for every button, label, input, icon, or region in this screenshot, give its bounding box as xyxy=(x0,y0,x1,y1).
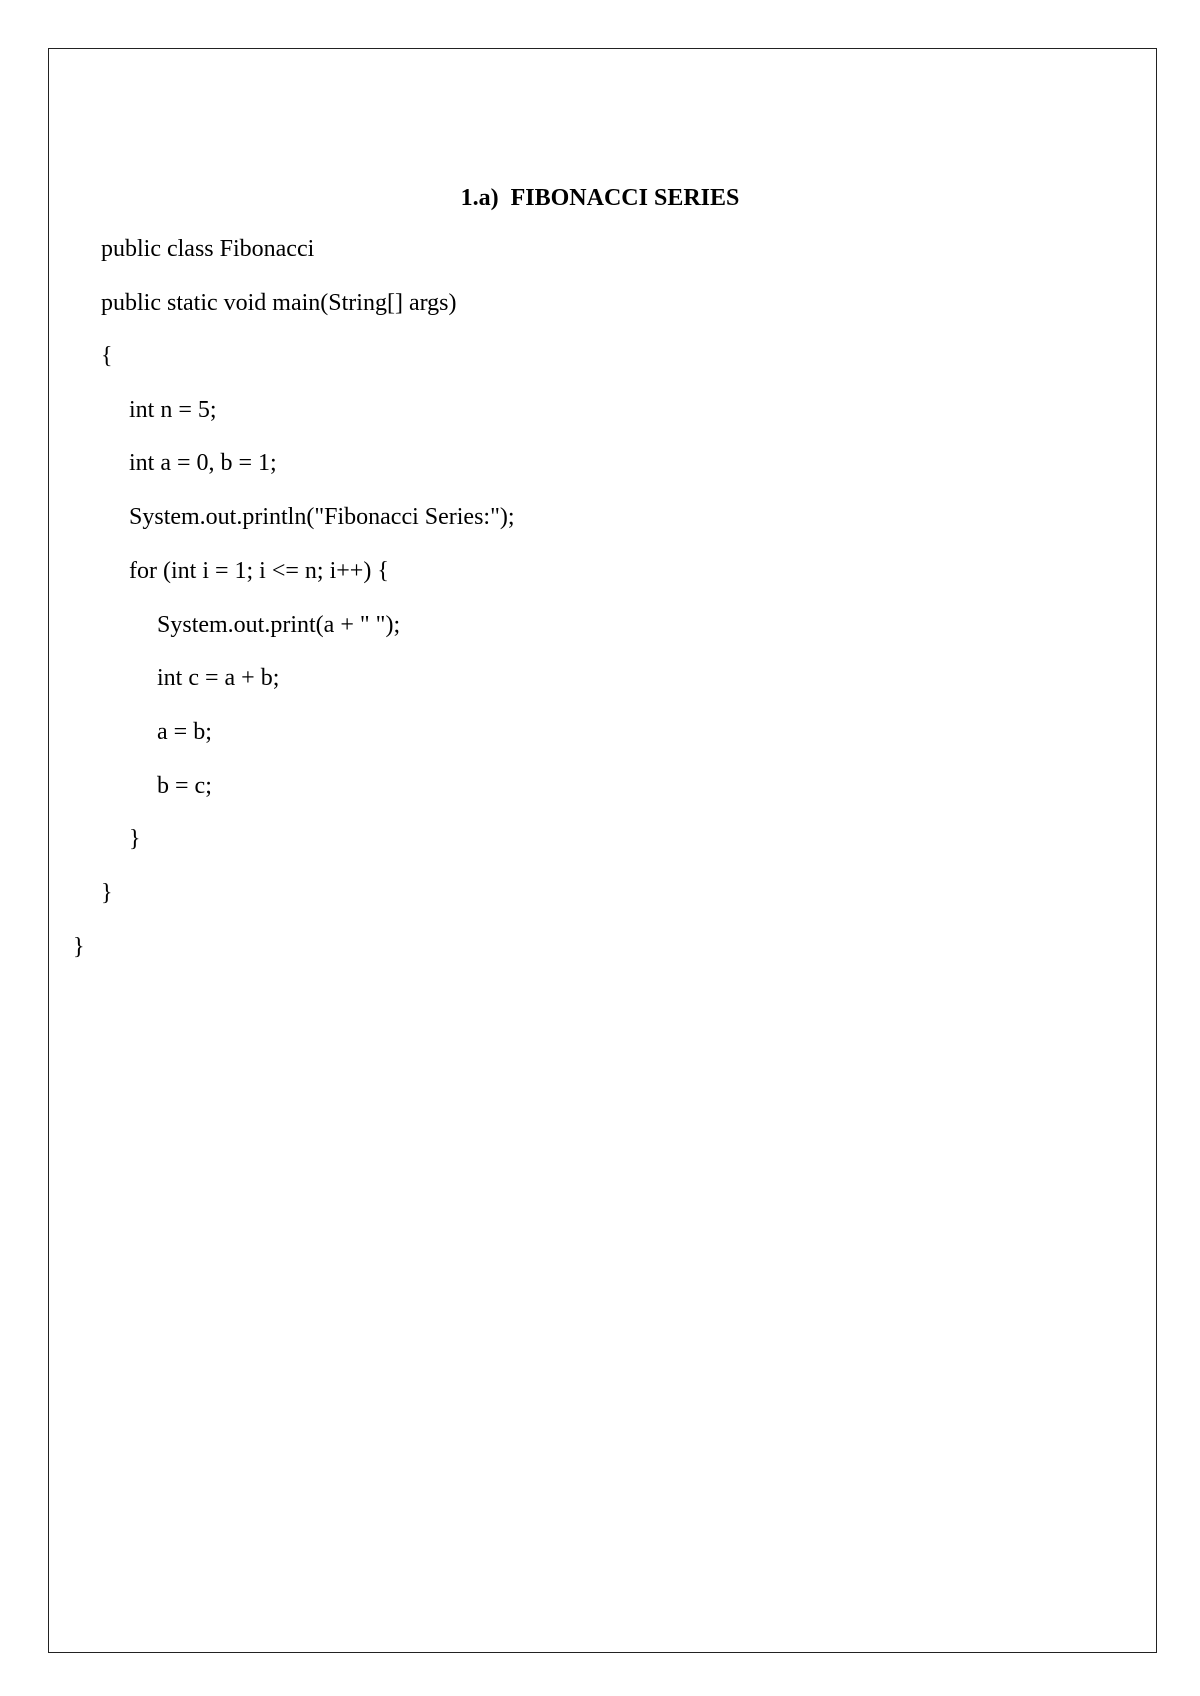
code-line-main-method: public static void main(String[] args) xyxy=(101,290,457,316)
code-line-assign-b: b = c; xyxy=(157,773,212,799)
code-line-declare-a-b: int a = 0, b = 1; xyxy=(129,450,277,476)
code-line-open-brace: { xyxy=(101,343,113,369)
code-line-close-main: } xyxy=(101,880,113,906)
section-heading: 1.a) FIBONACCI SERIES xyxy=(460,185,740,211)
code-line-declare-n: int n = 5; xyxy=(129,397,217,423)
code-line-println: System.out.println("Fibonacci Series:"); xyxy=(129,504,515,530)
code-line-for-loop: for (int i = 1; i <= n; i++) { xyxy=(129,558,389,584)
code-line-close-for: } xyxy=(129,826,141,852)
code-line-print: System.out.print(a + " "); xyxy=(157,612,401,638)
code-line-class-declaration: public class Fibonacci xyxy=(101,236,315,262)
code-line-assign-a: a = b; xyxy=(157,719,212,745)
code-line-close-class: } xyxy=(73,934,85,960)
code-line-compute-c: int c = a + b; xyxy=(157,665,280,691)
